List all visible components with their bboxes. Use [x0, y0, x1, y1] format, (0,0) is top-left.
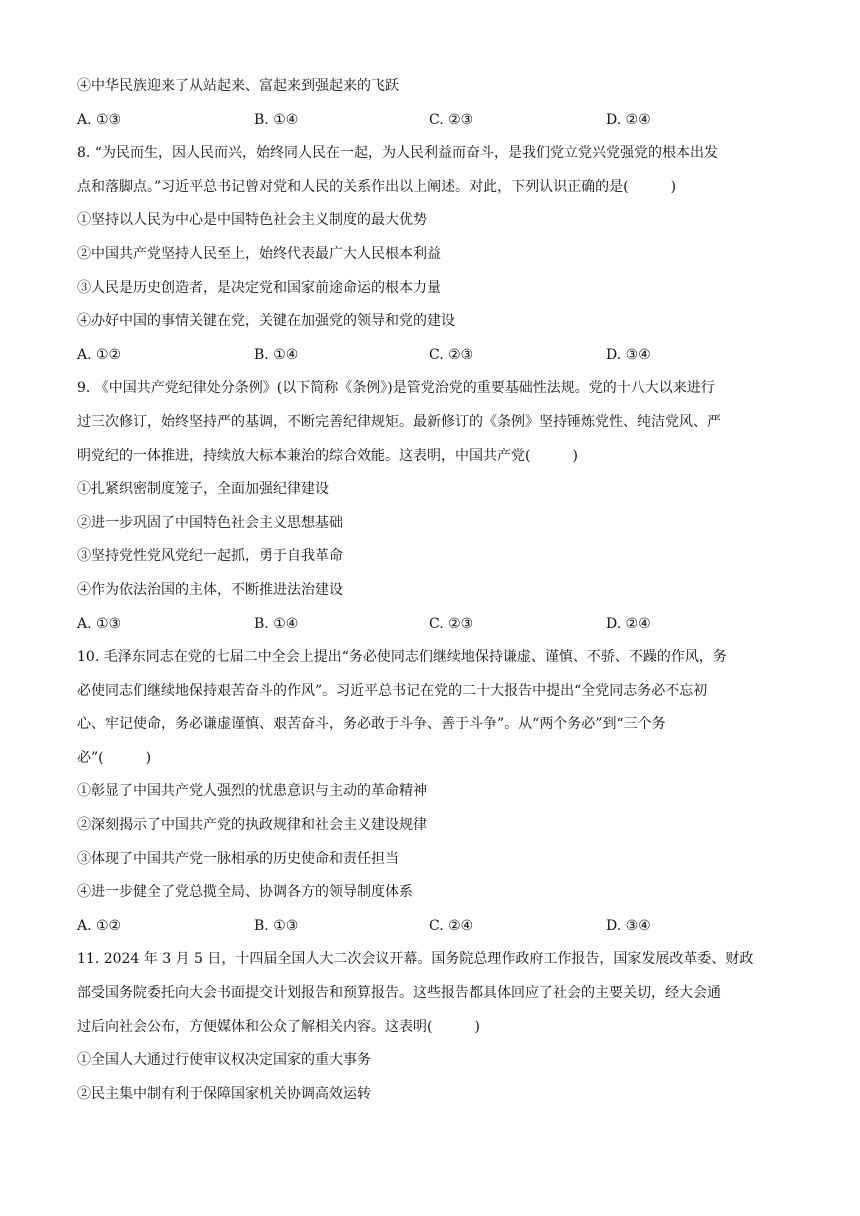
answer-choices: [77, 910, 791, 944]
answer-choices: [77, 104, 791, 138]
choice-d: D. ③④: [606, 346, 651, 363]
choice-a: A. ①②: [77, 346, 122, 363]
answer-choices: [77, 339, 791, 373]
question-8: [77, 137, 791, 372]
question-stem-line: 必使同志们继续地保持艰苦奋斗的作风”。习近平总书记在党的二十大报告中提出“全党同志务必不忘初: [77, 682, 708, 699]
choice-a: A. ①②: [77, 917, 122, 934]
choice-b: B. ①④: [254, 346, 299, 363]
choice-b: B. ①③: [254, 917, 299, 934]
choice-b: B. ①④: [254, 615, 299, 632]
option-line: ②中国共产党坚持人民至上，始终代表最广大人民根本利益: [77, 245, 441, 262]
choice-a: A. ①③: [77, 615, 122, 632]
choice-c: C. ②③: [429, 615, 474, 632]
option-line: ①彰显了中国共产党人强烈的忧患意识与主动的革命精神: [77, 783, 427, 800]
page-content: [77, 70, 791, 1111]
question-10: [77, 641, 791, 943]
question-stem-line: 明党纪的一体推进，持续放大标本兼治的综合效能。这表明，中国共产党( ): [77, 447, 578, 464]
option-line: ②深刻揭示了中国共产党的执政规律和社会主义建设规律: [77, 817, 427, 834]
question-stem-line: 11. 2024 年 3 月 5 日，十四届全国人大二次会议开幕。国务院总理作政府工作报告，国家发展改革委、财政: [77, 951, 754, 968]
choice-c: C. ②④: [429, 917, 474, 934]
choice-d: D. ③④: [606, 917, 651, 934]
question-stem-line: 过后向社会公布，方便媒体和公众了解相关内容。这表明( ): [77, 1018, 480, 1035]
choice-d: D. ②④: [606, 111, 651, 128]
answer-choices: [77, 608, 791, 642]
question-stem-line: 必”( ): [77, 749, 152, 766]
option-line: ③人民是历史创造者，是决定党和国家前途命运的根本力量: [77, 279, 441, 296]
question-stem-line: 心、牢记使命，务必谦虚谨慎、艰苦奋斗，务必敢于斗争、善于斗争”。从“两个务必”到“三个务: [77, 716, 666, 733]
question-stem-line: 8. “为民而生，因人民而兴，始终同人民在一起，为人民利益而奋斗，是我们党立党兴党强党的根本出发: [77, 145, 718, 162]
option-line: ④进一步健全了党总揽全局、协调各方的领导制度体系: [77, 884, 413, 901]
option-line: ②进一步巩固了中国特色社会主义思想基础: [77, 514, 343, 531]
option-line: ④作为依法治国的主体，不断推进法治建设: [77, 581, 343, 598]
question-stem-line: 部受国务院委托向大会书面提交计划报告和预算报告。这些报告都具体回应了社会的主要关切，经大会通: [77, 985, 721, 1002]
choice-a: A. ①③: [77, 111, 122, 128]
option-line: ①坚持以人民为中心是中国特色社会主义制度的最大优势: [77, 212, 427, 229]
question-11: [77, 943, 791, 1111]
option-line: ①扎紧织密制度笼子，全面加强纪律建设: [77, 481, 329, 498]
choice-c: C. ②③: [429, 111, 474, 128]
option-line: ①全国人大通过行使审议权决定国家的重大事务: [77, 1052, 371, 1069]
question-stem-line: 点和落脚点。”习近平总书记曾对党和人民的关系作出以上阐述。对此，下列认识正确的是( ): [77, 178, 677, 195]
option-line: ③坚持党性党风党纪一起抓，勇于自我革命: [77, 548, 343, 565]
choice-b: B. ①④: [254, 111, 299, 128]
question-stem-line: 10. 毛泽东同志在党的七届二中全会上提出“务必使同志们继续地保持谦虚、谨慎、不骄、不躁的作风，务: [77, 649, 727, 666]
option-line: ③体现了中国共产党一脉相承的历史使命和责任担当: [77, 850, 399, 867]
choice-c: C. ②③: [429, 346, 474, 363]
question-9: [77, 372, 791, 641]
choice-d: D. ②④: [606, 615, 651, 632]
option-line: ④办好中国的事情关键在党，关键在加强党的领导和党的建设: [77, 313, 455, 330]
question-stem-line: 9. 《中国共产党纪律处分条例》(以下简称《条例》)是管党治党的重要基础性法规。党的十八大以来进行: [77, 380, 715, 397]
option-line: ④中华民族迎来了从站起来、富起来到强起来的飞跃: [77, 78, 399, 94]
option-line: ②民主集中制有利于保障国家机关协调高效运转: [77, 1085, 371, 1102]
question-stem-line: 过三次修订，始终坚持严的基调，不断完善纪律规矩。最新修订的《条例》坚持锤炼党性、纯洁党风、严: [77, 413, 721, 430]
